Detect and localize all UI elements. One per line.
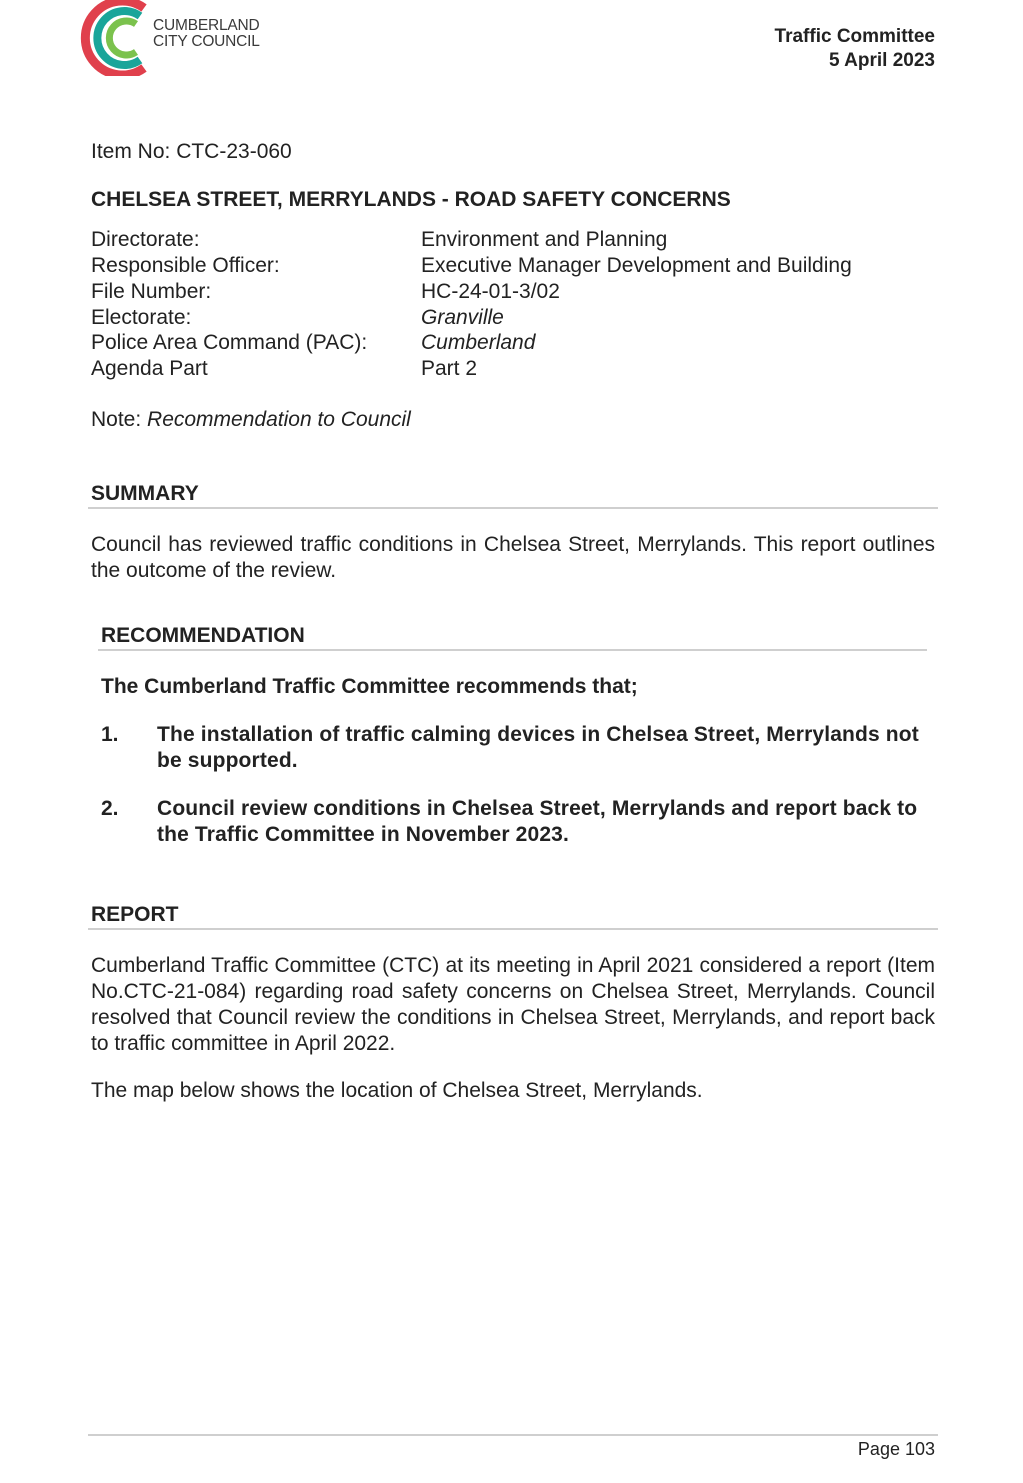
field-label-electorate: Electorate: [91, 306, 192, 329]
recommendation-item-2: Council review conditions in Chelsea Street, Merrylands and report back to the Traffic Committee in November 2023. [157, 797, 918, 846]
summary-divider [88, 507, 938, 509]
logo-line-1: CUMBERLAND [153, 17, 260, 34]
report-divider [88, 928, 938, 930]
recommendation-number-1: 1. [101, 723, 119, 746]
header-meta [775, 25, 935, 73]
field-label-file-number: File Number: [91, 280, 212, 303]
report-paragraph-1: Cumberland Traffic Committee (CTC) at its meeting in April 2021 considered a report (Item No.CTC-21-084) regarding road safety concerns on Chelsea Street, Merrylands. Council resolved that Council review the conditions in Chelsea Street, Merrylands, and report back to traffic committee in April 2022. [91, 954, 935, 1055]
field-value-pac: Cumberland [421, 331, 536, 354]
cumberland-logo-icon [76, 0, 156, 76]
logo-wordmark [153, 18, 260, 50]
meeting-date: 5 April 2023 [829, 50, 935, 71]
field-value-electorate: Granville [421, 306, 504, 329]
recommendation-number-2: 2. [101, 797, 119, 820]
summary-heading: SUMMARY [91, 482, 199, 505]
report-heading: REPORT [91, 903, 179, 926]
committee-name: Traffic Committee [774, 26, 935, 47]
recommendation-intro: The Cumberland Traffic Committee recommends that; [101, 675, 638, 698]
logo-line-2: CITY COUNCIL [153, 33, 260, 50]
recommendation-item-1: The installation of traffic calming devices in Chelsea Street, Merrylands not be supported. [157, 723, 919, 772]
field-label-pac: Police Area Command (PAC): [91, 331, 368, 354]
field-value-agenda-part: Part 2 [421, 357, 478, 380]
item-number: Item No: CTC-23-060 [91, 140, 292, 163]
note [91, 407, 411, 433]
field-label-agenda-part: Agenda Part [91, 357, 208, 380]
recommendation-divider [98, 649, 927, 651]
note-label: Note: [91, 408, 148, 431]
field-value-file-number: HC-24-01-3/02 [421, 280, 560, 303]
field-label-officer: Responsible Officer: [91, 254, 280, 277]
field-label-directorate: Directorate: [91, 228, 200, 251]
recommendation-heading: RECOMMENDATION [101, 624, 305, 647]
page-number: Page 103 [857, 1439, 935, 1459]
summary-text: Council has reviewed traffic conditions in Chelsea Street, Merrylands. This report outlines the outcome of the review. [91, 533, 935, 582]
report-paragraph-2: The map below shows the location of Chelsea Street, Merrylands. [91, 1079, 703, 1102]
report-title: CHELSEA STREET, MERRYLANDS - ROAD SAFETY CONCERNS [91, 188, 731, 211]
footer-divider [88, 1434, 938, 1436]
field-value-officer: Executive Manager Development and Building [421, 254, 852, 277]
field-value-directorate: Environment and Planning [421, 228, 668, 251]
note-value: Recommendation to Council [147, 408, 411, 431]
